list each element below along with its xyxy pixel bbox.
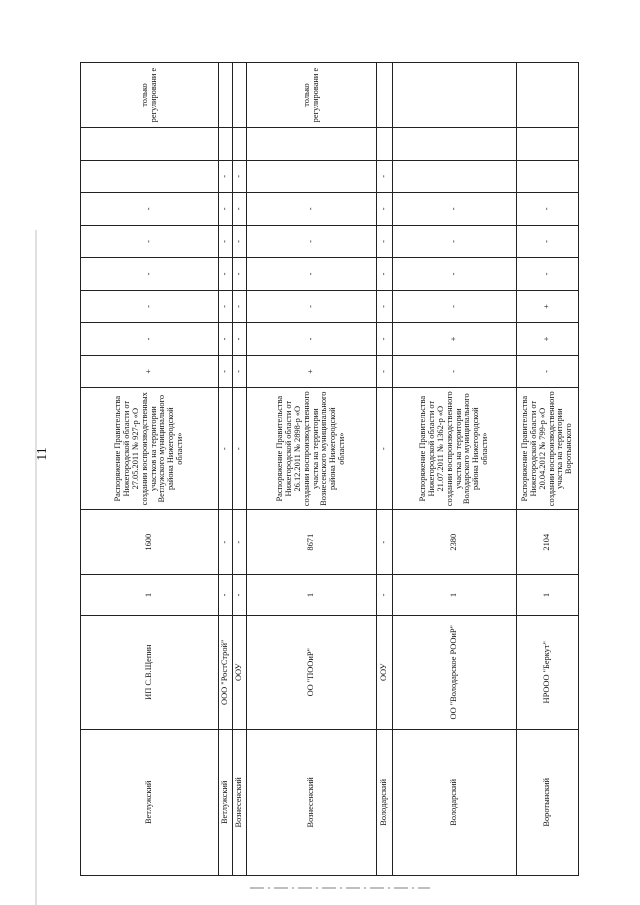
cell-mark: - bbox=[393, 225, 517, 258]
cell-note: только регулировани е bbox=[247, 63, 377, 128]
cell-district: Ветлужский bbox=[219, 729, 233, 875]
table-row bbox=[517, 63, 579, 876]
cell-mark: - bbox=[393, 355, 517, 388]
cell-mark: - bbox=[247, 258, 377, 291]
cell-mark: - bbox=[393, 290, 517, 323]
hunting-grounds-table bbox=[80, 62, 579, 876]
cell-note: только регулировани е bbox=[81, 63, 219, 128]
table-row bbox=[393, 63, 517, 876]
cell-document: Распоряжение Правительства Нижегородской области от 26.12.2011 № 2898-р «О создании воспроизводственного участка на территории Вознесенского муниципального района Нижегородской области» bbox=[247, 388, 377, 510]
cell-document: - bbox=[219, 388, 233, 510]
cell-organization: ИП С.В.Щепин bbox=[81, 615, 219, 729]
cell-district: Володарский bbox=[377, 729, 393, 875]
cell-district: Ветлужский bbox=[81, 729, 219, 875]
cell-count: 1 bbox=[393, 575, 517, 616]
cell-mark bbox=[377, 128, 393, 161]
cell-note bbox=[219, 63, 233, 128]
cell-count: - bbox=[219, 575, 233, 616]
cell-mark: - bbox=[247, 225, 377, 258]
cell-document: Распоряжение Правительства Нижегородской области от 27.05.2011 № 927-р «О создании воспроизводственных участков на территории Ветлужского муниципального района Нижегородской области» bbox=[81, 388, 219, 510]
cell-mark: + bbox=[517, 290, 579, 323]
cell-mark: - bbox=[517, 225, 579, 258]
table-container bbox=[80, 62, 578, 876]
cell-district: Вознесенский bbox=[233, 729, 247, 875]
cell-note bbox=[377, 63, 393, 128]
cell-mark bbox=[393, 160, 517, 193]
cell-mark bbox=[233, 128, 247, 161]
cell-note bbox=[517, 63, 579, 128]
cell-mark: - bbox=[393, 258, 517, 291]
cell-mark: - bbox=[233, 193, 247, 226]
cell-mark: - bbox=[219, 290, 233, 323]
cell-mark: - bbox=[219, 258, 233, 291]
cell-mark: - bbox=[517, 193, 579, 226]
cell-mark: - bbox=[219, 225, 233, 258]
cell-mark bbox=[247, 128, 377, 161]
cell-area: 1600 bbox=[81, 510, 219, 575]
cell-area: - bbox=[377, 510, 393, 575]
cell-mark: - bbox=[377, 258, 393, 291]
cell-mark: - bbox=[233, 160, 247, 193]
cell-mark: - bbox=[233, 258, 247, 291]
cell-organization: ОО "Володарское РООиР" bbox=[393, 615, 517, 729]
cell-mark: - bbox=[377, 355, 393, 388]
cell-mark: + bbox=[517, 323, 579, 356]
cell-area: 2104 bbox=[517, 510, 579, 575]
cell-mark: - bbox=[393, 193, 517, 226]
cell-mark: - bbox=[81, 258, 219, 291]
cell-mark: - bbox=[233, 290, 247, 323]
cell-note bbox=[393, 63, 517, 128]
cell-document: Распоряжение Правительства Нижегородской области от 21.07.2011 № 1362-р «О создании воспроизводственного участка на территории Володарского муниципального района Нижегородской области» bbox=[393, 388, 517, 510]
cell-mark bbox=[393, 128, 517, 161]
cell-mark: - bbox=[377, 225, 393, 258]
cell-mark: - bbox=[81, 323, 219, 356]
cell-area: 2380 bbox=[393, 510, 517, 575]
cell-mark: - bbox=[81, 290, 219, 323]
cell-mark: - bbox=[81, 225, 219, 258]
cell-document: Распоряжение Правительства Нижегородской области от 20.04.2012 № 799-р «О создании воспроизводственного участка на территории Воротынского bbox=[517, 388, 579, 510]
cell-count: 1 bbox=[81, 575, 219, 616]
table-row bbox=[81, 63, 219, 876]
cell-mark: - bbox=[247, 323, 377, 356]
page-number: 11 bbox=[35, 447, 50, 461]
cell-district: Володарский bbox=[393, 729, 517, 875]
cell-organization: НРООО "Беркут" bbox=[517, 615, 579, 729]
cell-mark: - bbox=[233, 355, 247, 388]
cell-mark bbox=[219, 128, 233, 161]
cell-count: - bbox=[377, 575, 393, 616]
cell-mark bbox=[247, 160, 377, 193]
cell-area: - bbox=[219, 510, 233, 575]
cell-mark: - bbox=[517, 355, 579, 388]
cell-note bbox=[233, 63, 247, 128]
cell-organization: ООУ bbox=[377, 615, 393, 729]
cell-mark: - bbox=[517, 258, 579, 291]
cell-count: 1 bbox=[517, 575, 579, 616]
cell-mark: - bbox=[377, 290, 393, 323]
cell-count: - bbox=[233, 575, 247, 616]
cell-mark: + bbox=[393, 323, 517, 356]
cell-organization: ОО "ПООиР" bbox=[247, 615, 377, 729]
cell-organization: ООО "РостСтрой" bbox=[219, 615, 233, 729]
cell-document: - bbox=[233, 388, 247, 510]
cell-district: Воротынский bbox=[517, 729, 579, 875]
cell-district: Вознесенский bbox=[247, 729, 377, 875]
cell-mark: - bbox=[247, 290, 377, 323]
cell-mark bbox=[517, 160, 579, 193]
table-row bbox=[377, 63, 393, 876]
cell-mark: - bbox=[247, 193, 377, 226]
cell-mark: - bbox=[219, 323, 233, 356]
cell-document: - bbox=[377, 388, 393, 510]
table-row bbox=[219, 63, 233, 876]
cell-mark bbox=[81, 128, 219, 161]
cell-mark: - bbox=[377, 160, 393, 193]
cell-area: 8671 bbox=[247, 510, 377, 575]
cell-mark: - bbox=[219, 160, 233, 193]
cell-mark: + bbox=[247, 355, 377, 388]
cell-mark: + bbox=[81, 355, 219, 388]
cell-organization: ООУ bbox=[233, 615, 247, 729]
cell-mark: - bbox=[233, 225, 247, 258]
cell-area: - bbox=[233, 510, 247, 575]
cell-mark: - bbox=[377, 323, 393, 356]
cell-mark: - bbox=[219, 355, 233, 388]
cell-mark bbox=[517, 128, 579, 161]
table-row bbox=[233, 63, 247, 876]
table-row bbox=[247, 63, 377, 876]
cell-count: 1 bbox=[247, 575, 377, 616]
cell-mark: - bbox=[233, 323, 247, 356]
cell-mark bbox=[81, 160, 219, 193]
cell-mark: - bbox=[81, 193, 219, 226]
cell-mark: - bbox=[219, 193, 233, 226]
cell-mark: - bbox=[377, 193, 393, 226]
